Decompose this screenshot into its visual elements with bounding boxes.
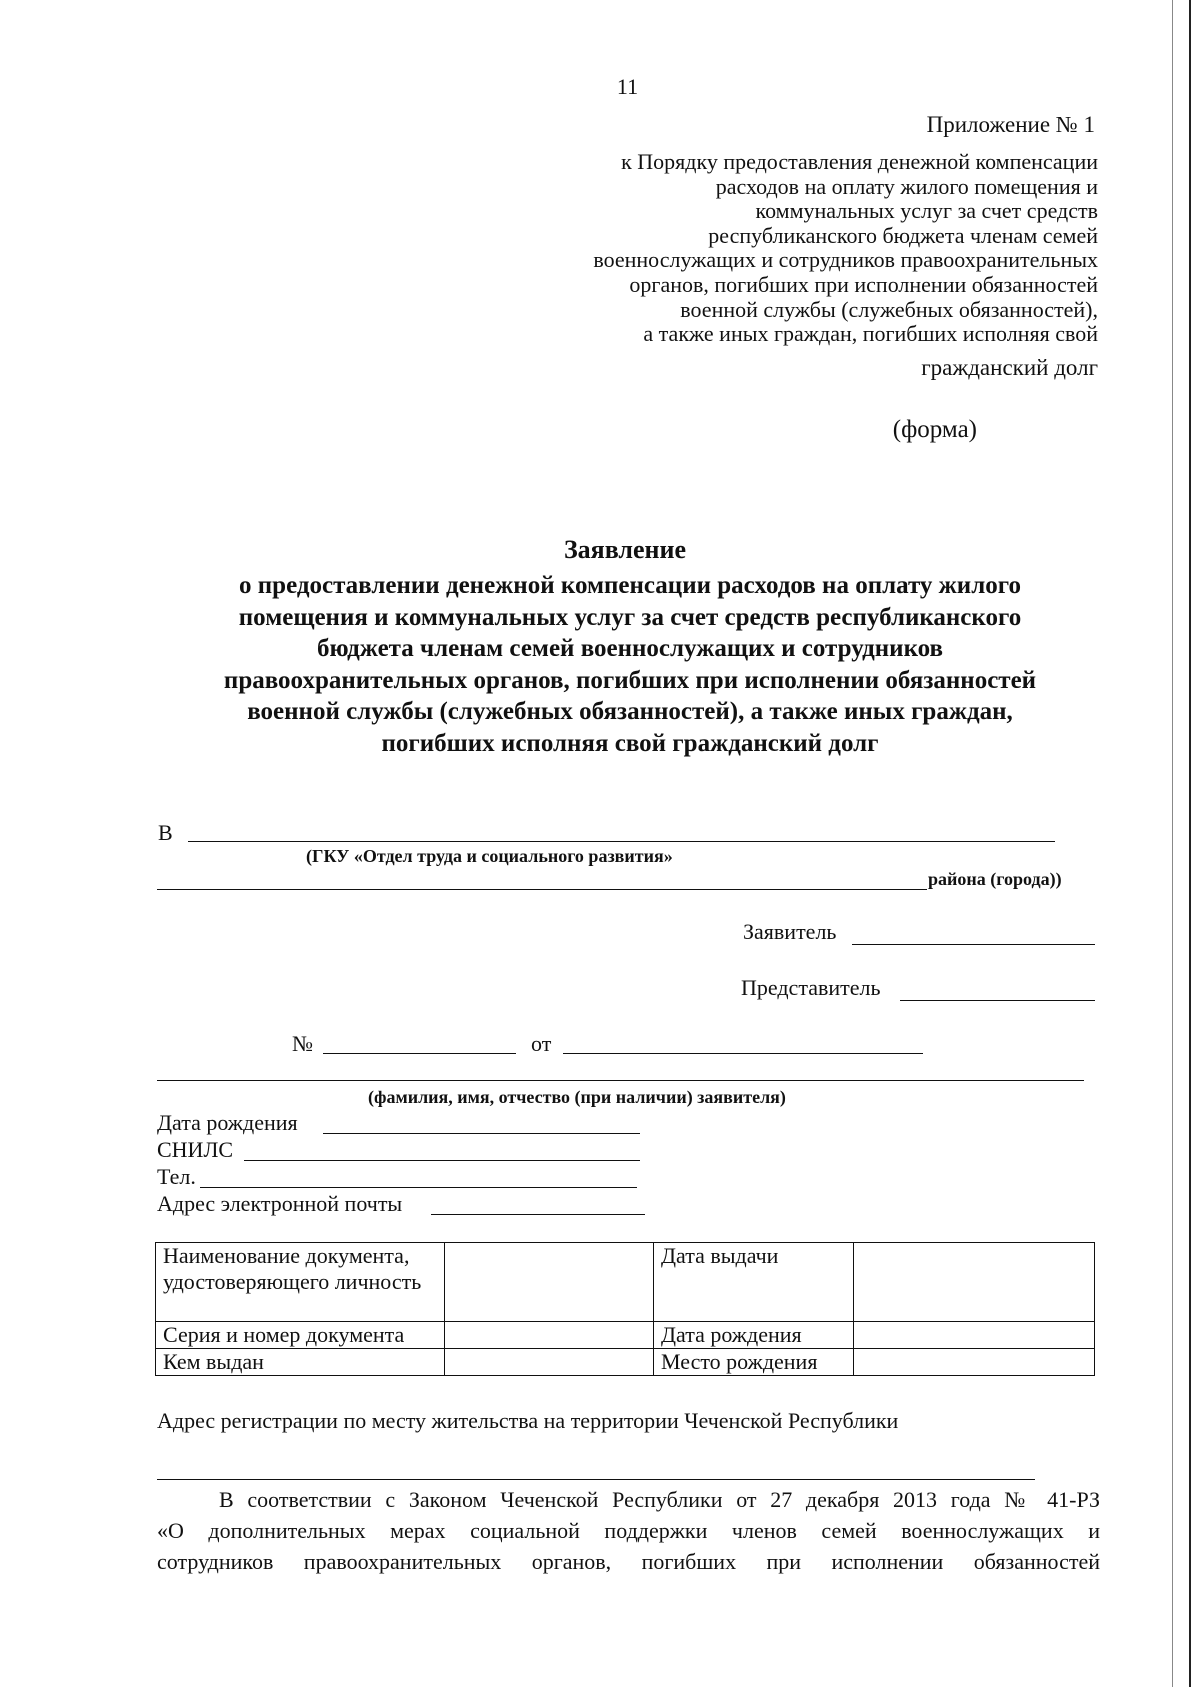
statement-subtitle-line: помещения и коммунальных услуг за счет средств республиканского	[238, 603, 1022, 631]
number-label: №	[292, 1031, 313, 1056]
annex-description-line: а также иных граждан, погибших исполняя свой	[643, 321, 1098, 347]
paragraph-line: «О дополнительных мерах социальной поддержки членов семей военнослужащих и	[157, 1518, 1100, 1543]
identity-document-table	[155, 1242, 1095, 1376]
table-label-cell: Дата выдачи	[654, 1243, 854, 1322]
table-label-cell: Дата рождения	[654, 1322, 854, 1349]
snils-field-line[interactable]	[244, 1160, 640, 1161]
table-row	[156, 1322, 1095, 1349]
addressee-field-line-2[interactable]	[157, 889, 927, 890]
table-label-cell: Серия и номер документа	[156, 1322, 445, 1349]
fio-hint: (фамилия, имя, отчество (при наличии) заявителя)	[368, 1087, 786, 1107]
statement-subtitle-line: военной службы (служебных обязанностей), а также иных граждан,	[247, 698, 1013, 725]
annex-description-line: военной службы (служебных обязанностей),	[680, 296, 1098, 322]
paragraph-line: сотрудников правоохранительных органов, погибших при исполнении обязанностей	[157, 1549, 1100, 1574]
form-label: (форма)	[892, 416, 977, 443]
page-number: 11	[616, 74, 639, 99]
statement-title: Заявление	[563, 535, 687, 564]
registration-address-label: Адрес регистрации по месту жительства на территории Чеченской Республики	[157, 1408, 899, 1433]
paragraph-line: В соответствии с Законом Чеченской Республики от 27 декабря 2013 года № 41-РЗ	[219, 1487, 1100, 1512]
table-label-cell: Кем выдан	[156, 1349, 445, 1376]
registration-address-field-line[interactable]	[157, 1479, 1035, 1480]
table-value-cell[interactable]	[854, 1243, 1095, 1322]
table-value-cell[interactable]	[854, 1322, 1095, 1349]
fio-field-line[interactable]	[157, 1080, 1084, 1081]
table-value-cell[interactable]	[854, 1349, 1095, 1376]
statement-subtitle	[160, 570, 1100, 759]
email-label: Адрес электронной почты	[157, 1191, 403, 1216]
scan-edge-line	[1172, 0, 1173, 1687]
phone-field-line[interactable]	[200, 1187, 637, 1188]
annex-description-line: органов, погибших при исполнении обязанностей	[629, 271, 1098, 297]
table-row	[156, 1243, 1095, 1322]
annex-description-line: расходов на оплату жилого помещения и	[715, 173, 1098, 199]
representative-label: Представитель	[741, 975, 881, 1000]
table-value-cell[interactable]	[445, 1322, 654, 1349]
statement-subtitle-line: о предоставлении денежной компенсации расходов на оплату жилого	[239, 572, 1021, 599]
number-field-line[interactable]	[323, 1053, 516, 1054]
applicant-label: Заявитель	[743, 919, 837, 944]
statement-subtitle-line: бюджета членам семей военнослужащих и сотрудников	[316, 635, 944, 662]
table-value-cell[interactable]	[445, 1349, 654, 1376]
annex-title: Приложение № 1	[926, 112, 1095, 137]
table-row	[156, 1349, 1095, 1376]
date-field-line[interactable]	[563, 1053, 923, 1054]
annex-description-line: республиканского бюджета членам семей	[708, 222, 1098, 248]
addressee-prefix: В	[158, 820, 173, 845]
snils-label: СНИЛС	[157, 1137, 234, 1162]
annex-description-line: военнослужащих и сотрудников правоохранительных	[593, 247, 1098, 273]
annex-description-last: гражданский долг	[921, 355, 1098, 380]
table-value-cell[interactable]	[445, 1243, 654, 1322]
email-field-line[interactable]	[431, 1214, 645, 1215]
applicant-field-line[interactable]	[852, 944, 1095, 945]
scan-edge-line	[1189, 0, 1191, 1687]
addressee-hint-1: (ГКУ «Отдел труда и социального развития»	[306, 846, 673, 866]
addressee-field-line[interactable]	[188, 841, 1055, 842]
statement-subtitle-line: погибших исполняя свой гражданский долг	[381, 729, 879, 757]
birth-date-label: Дата рождения	[157, 1110, 298, 1135]
phone-label: Тел.	[157, 1164, 196, 1189]
table-label-cell: Место рождения	[654, 1349, 854, 1376]
annex-description	[538, 150, 1098, 347]
statement-subtitle-line: правоохранительных органов, погибших при исполнении обязанностей	[223, 666, 1037, 694]
annex-description-line: к Порядку предоставления денежной компенсации	[621, 149, 1098, 174]
table-label-cell: Наименование документа, удостоверяющего личность	[156, 1243, 445, 1322]
annex-description-line: коммунальных услуг за счет средств	[755, 198, 1098, 224]
legal-paragraph	[157, 1484, 1100, 1577]
date-from-label: от	[531, 1031, 552, 1056]
representative-field-line[interactable]	[900, 1000, 1095, 1001]
addressee-hint-2: района (города))	[928, 869, 1062, 889]
birth-date-field-line[interactable]	[323, 1133, 640, 1134]
